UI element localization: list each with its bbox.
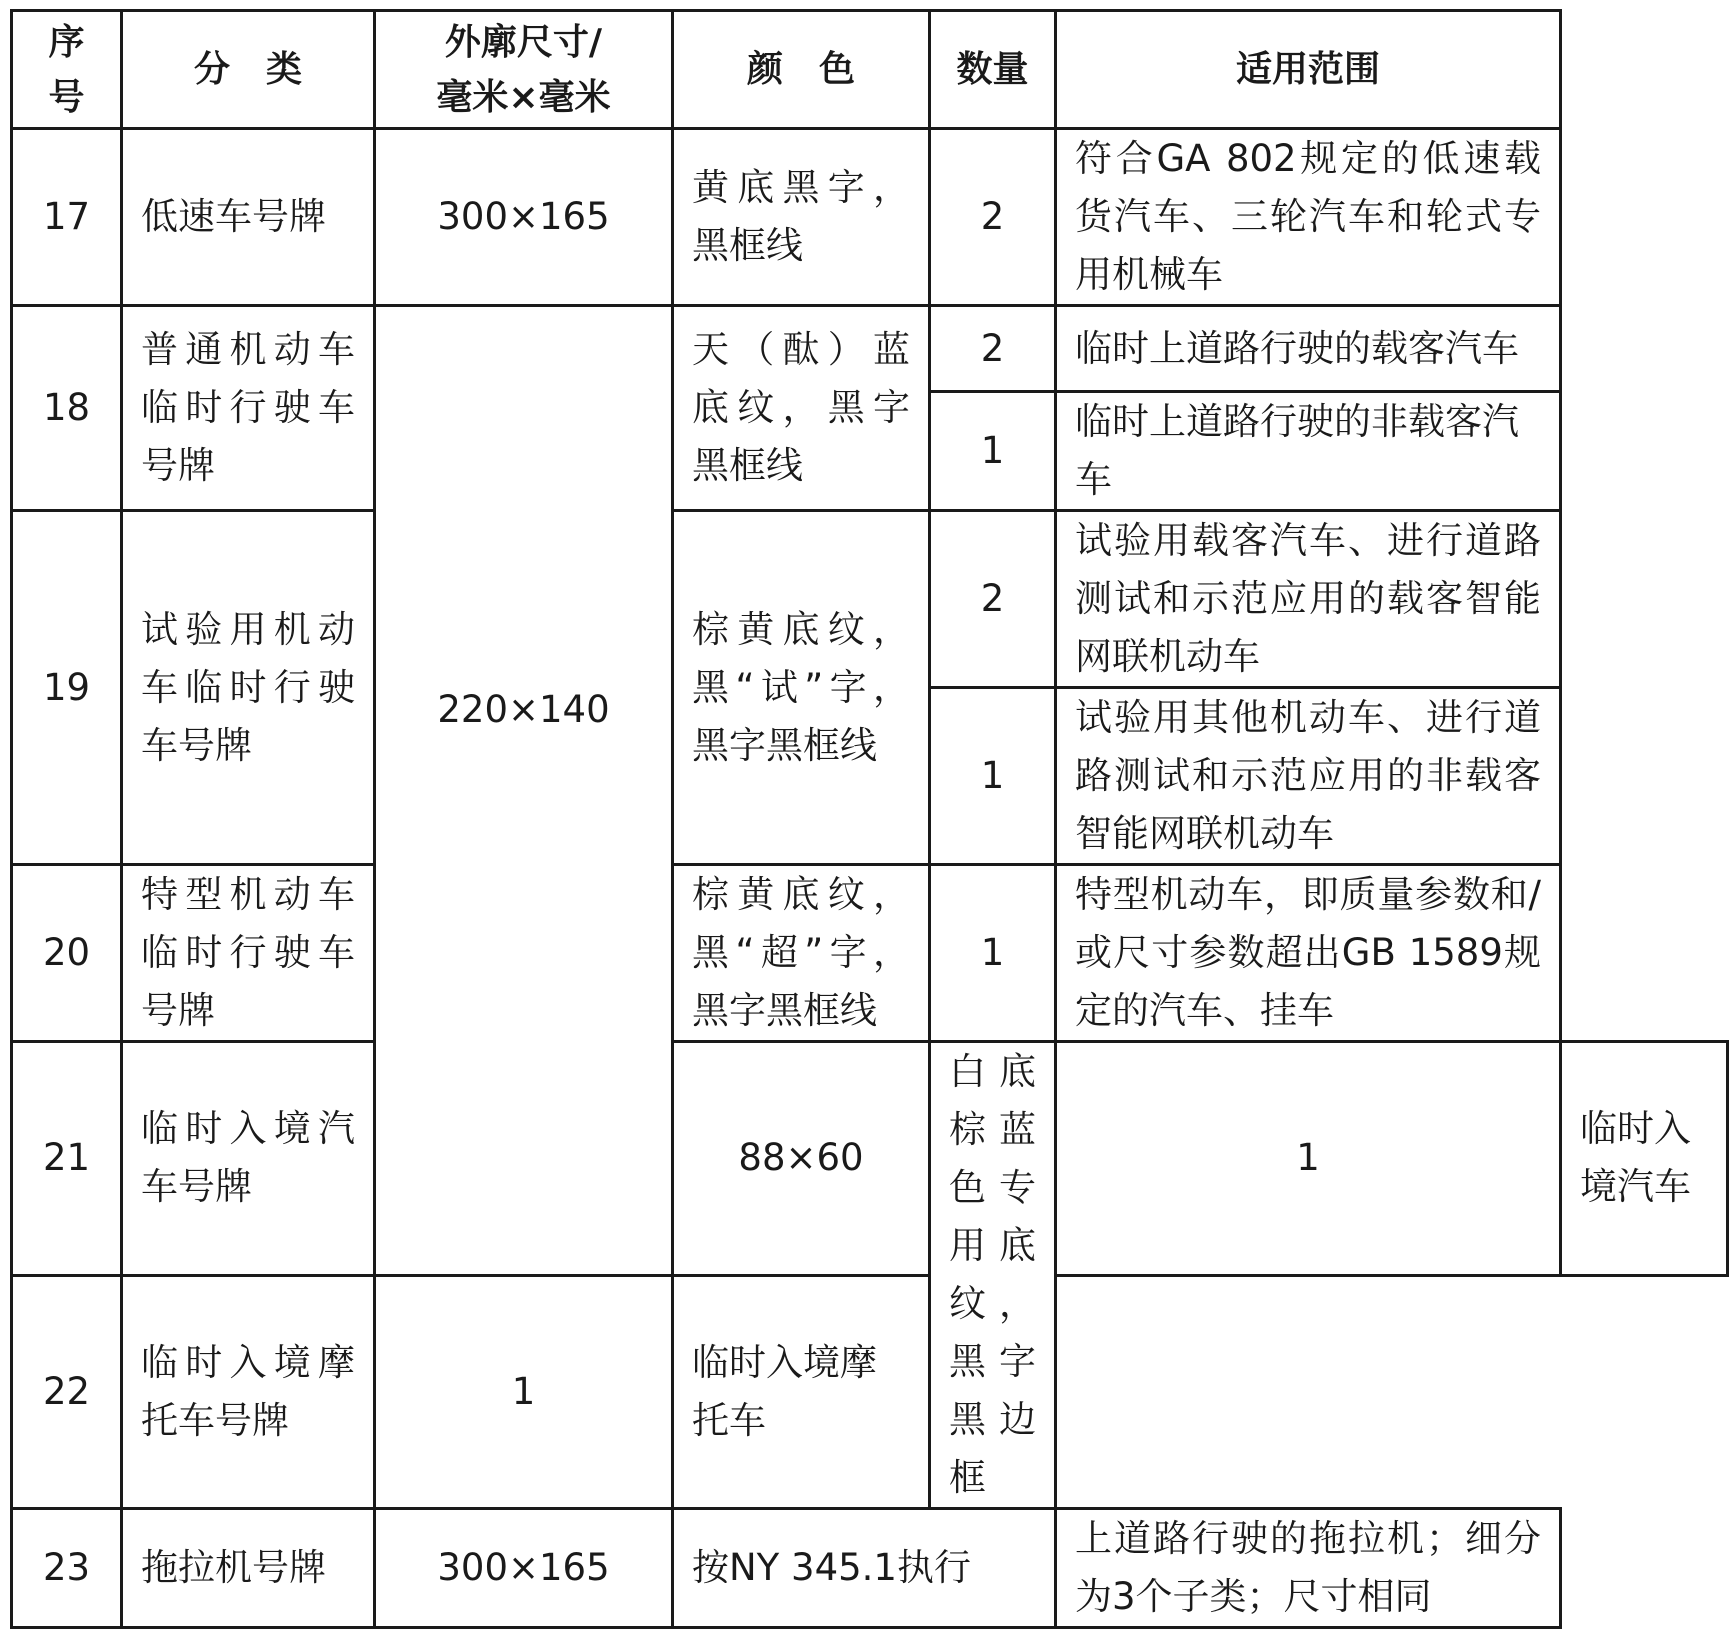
header-color: 颜 色 [673,11,930,129]
row-quantity: 1 [930,865,1056,1042]
row-category: 试验用机动车临时行驶车号牌 [122,511,375,865]
table-row [12,1042,1728,1276]
row-scope: 临时入境汽车 [1561,1042,1728,1276]
row-index: 18 [12,306,122,511]
header-scope: 适用范围 [1056,11,1561,129]
row-quantity: 1 [1056,1042,1561,1276]
license-plate-table [10,9,1729,1629]
row-category: 临时入境摩托车号牌 [122,1275,375,1509]
row-color: 天（酞）蓝底纹，黑字黑框线 [673,306,930,511]
row-quantity: 2 [930,129,1056,306]
row-quantity: 1 [930,688,1056,865]
row-scope: 临时入境摩托车 [673,1275,930,1509]
row-index: 19 [12,511,122,865]
row-index: 23 [12,1509,122,1628]
row-quantity: 2 [930,511,1056,688]
row-scope: 试验用其他机动车、进行道路测试和示范应用的非载客智能网联机动车 [1056,688,1561,865]
row-index: 21 [12,1042,122,1276]
row-category: 特型机动车临时行驶车号牌 [122,865,375,1042]
row-color: 按NY 345.1执行 [673,1509,1056,1628]
row-quantity: 1 [930,392,1056,511]
row-color: 棕黄底纹，黑“超”字，黑字黑框线 [673,865,930,1042]
header-row [12,11,1728,129]
row-category: 临时入境汽车号牌 [122,1042,375,1276]
row-index: 17 [12,129,122,306]
row-scope: 符合GA 802规定的低速载货汽车、三轮汽车和轮式专用机械车 [1056,129,1561,306]
row-color: 棕黄底纹，黑“试”字，黑字黑框线 [673,511,930,865]
row-category: 拖拉机号牌 [122,1509,375,1628]
row-index: 22 [12,1275,122,1509]
row-size: 300×165 [375,129,673,306]
row-index: 20 [12,865,122,1042]
row-quantity: 1 [375,1275,673,1509]
row-size: 88×60 [673,1042,930,1276]
row-category: 低速车号牌 [122,129,375,306]
table-row [12,511,1728,688]
header-quantity: 数量 [930,11,1056,129]
row-color: 黄底黑字，黑框线 [673,129,930,306]
row-scope: 特型机动车，即质量参数和/或尺寸参数超出GB 1589规定的汽车、挂车 [1056,865,1561,1042]
table-row [12,865,1728,1042]
header-size: 外廓尺寸/ 毫米×毫米 [375,11,673,129]
table-row [12,1275,1728,1509]
header-category: 分 类 [122,11,375,129]
shared-color-cell: 白底棕蓝色专用底纹，黑字黑边框 [930,1042,1056,1509]
row-scope: 临时上道路行驶的载客汽车 [1056,306,1561,392]
shared-size-cell: 220×140 [375,306,673,1276]
table-row [12,1509,1728,1628]
row-scope: 上道路行驶的拖拉机；细分为3个子类；尺寸相同 [1056,1509,1561,1628]
row-quantity: 2 [930,306,1056,392]
table-row [12,306,1728,392]
row-scope: 临时上道路行驶的非载客汽车 [1056,392,1561,511]
row-category: 普通机动车临时行驶车号牌 [122,306,375,511]
row-size: 300×165 [375,1509,673,1628]
row-scope: 试验用载客汽车、进行道路测试和示范应用的载客智能网联机动车 [1056,511,1561,688]
header-index: 序号 [12,11,122,129]
table-row [12,129,1728,306]
